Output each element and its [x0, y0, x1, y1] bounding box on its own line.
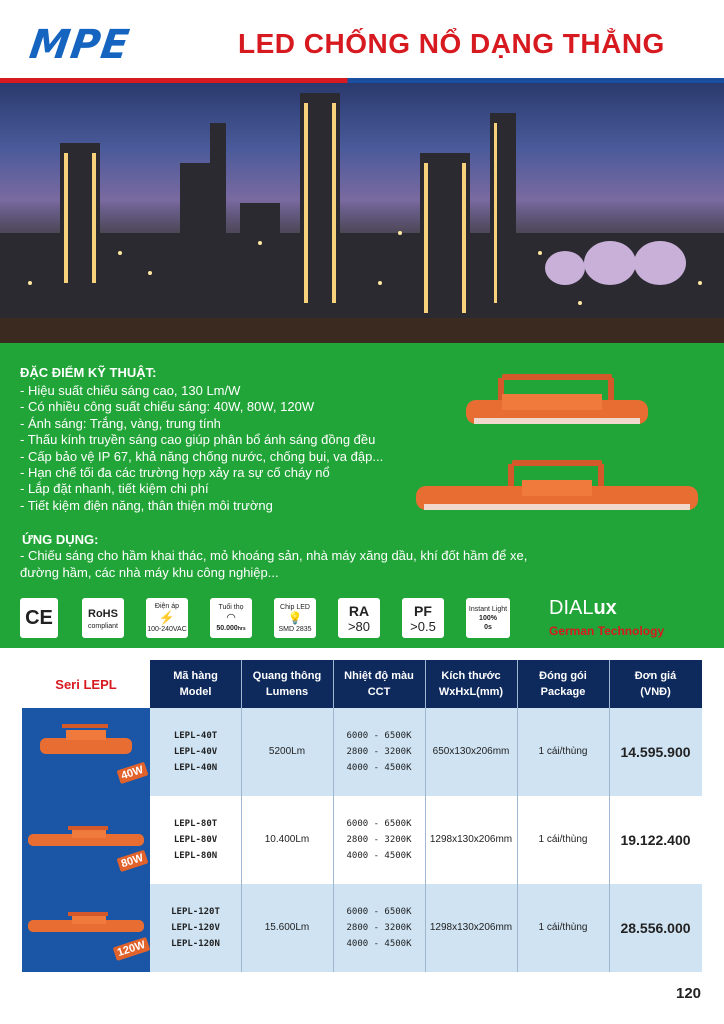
lumens-cell: 10.400Lm: [264, 834, 310, 845]
gauge-icon: ◠: [226, 611, 236, 624]
column-divider: [609, 660, 610, 972]
feature-item: - Cấp bảo vệ IP 67, khả năng chống nước, chống bụi, va đập...: [20, 448, 384, 464]
header-l2: WxHxL(mm): [438, 686, 504, 698]
wattage-tag: 120W: [113, 937, 150, 961]
application-title: ỨNG DỤNG:: [22, 532, 99, 547]
page-title: LED CHỐNG NỔ DẠNG THẲNG: [238, 28, 665, 59]
dialux-text-a: DIAL: [549, 597, 594, 619]
header-model: [150, 660, 241, 708]
application-text: - Chiếu sáng cho hầm khai thác, mỏ khoáng sản, nhà máy xăng dầu, khí đốt hầm để xe, đường hầm, các nhà máy khu công nghiệp...: [20, 548, 528, 580]
product-image-40w: [22, 708, 150, 796]
rohs-sub: compliant: [88, 622, 118, 630]
instant-label: Instant Light: [468, 605, 508, 613]
model-code: LEPL-120T: [171, 907, 220, 917]
chip-label: Chip LED: [280, 603, 310, 611]
ce-badge: [20, 598, 58, 638]
german-technology: German Technology: [549, 624, 665, 638]
brand-logo: MPE: [26, 22, 133, 68]
column-divider: [517, 660, 518, 972]
header-size: [425, 660, 517, 708]
model-code: LEPL-120V: [171, 923, 220, 933]
dialux-logo: [549, 597, 617, 620]
lumens-cell: 5200Lm: [268, 746, 306, 757]
column-divider: [333, 660, 334, 972]
header-l2: Model: [179, 686, 212, 698]
header-l2: Lumens: [265, 686, 309, 698]
cct-value: 4000 - 4500K: [346, 939, 412, 949]
feature-item: - Lắp đặt nhanh, tiết kiệm chi phí: [20, 481, 209, 497]
model-code: LEPL-120N: [171, 939, 220, 949]
lamp-icon: [22, 796, 150, 884]
feature-item: - Thấu kính truyền sáng cao giúp phân bổ ánh sáng đồng đều: [20, 432, 376, 448]
header-l1: Mã hàng: [173, 670, 218, 682]
price-cell: 14.595.900: [620, 744, 691, 760]
series-label: Seri LEPL: [55, 676, 117, 692]
header-l2: Package: [540, 686, 586, 698]
bulb-icon: 💡: [287, 610, 303, 625]
pf-value: >0.5: [410, 618, 436, 634]
model-code: LEPL-80V: [173, 835, 218, 845]
voltage-value: 100-240VAC: [147, 626, 187, 633]
rohs-label: RoHS: [88, 607, 118, 620]
price-cell: 28.556.000: [620, 920, 691, 936]
model-code: LEPL-80N: [173, 851, 218, 861]
feature-item: - Hạn chế tối đa các trường hợp xảy ra sự cố cháy nổ: [20, 465, 330, 481]
ra-label: RA: [348, 602, 370, 619]
dialux-text-b: ux: [593, 597, 617, 619]
pf-label: PF: [414, 602, 432, 619]
product-image-80w: [22, 796, 150, 884]
product-image-120w: [22, 884, 150, 972]
wattage-tag: 80W: [117, 850, 149, 872]
package-cell: 1 cái/thùng: [538, 746, 588, 757]
lamp-icon: [22, 884, 150, 972]
hero-photo-refinery: [0, 83, 724, 343]
model-cell: [150, 796, 241, 884]
header-cct: [333, 660, 425, 708]
header-l1: Nhiệt độ màu: [344, 670, 414, 682]
instant-value: 100%: [479, 614, 497, 622]
rohs-badge: [82, 598, 124, 638]
features-list: [20, 383, 383, 514]
header-l1: Đơn giá: [634, 670, 677, 682]
package-cell: 1 cái/thùng: [538, 922, 588, 933]
cct-cell: [333, 796, 425, 884]
package-cell: 1 cái/thùng: [538, 834, 588, 845]
cct-cell: [333, 708, 425, 796]
lifetime-unit: hrs: [237, 625, 246, 632]
header-l1: Quang thông: [252, 670, 322, 682]
voltage-badge: [146, 598, 188, 638]
instant-light-badge: [466, 598, 510, 638]
price-cell: 19.122.400: [620, 832, 691, 848]
column-divider: [241, 660, 242, 972]
header-l2: CCT: [367, 686, 391, 698]
lamp-image-short: [462, 370, 652, 440]
header-l1: Kích thước: [441, 670, 501, 682]
column-divider: [425, 660, 426, 972]
model-cell: [150, 884, 241, 972]
ce-mark: CE: [25, 607, 53, 629]
feature-item: - Hiệu suất chiếu sáng cao, 130 Lm/W: [20, 383, 241, 398]
chip-value: SMD 2835: [278, 625, 312, 633]
page-number: 120: [676, 985, 702, 1002]
model-code: LEPL-40N: [173, 763, 218, 773]
feature-item: - Có nhiều công suất chiếu sáng: 40W, 80W, 120W: [20, 399, 315, 415]
voltage-label: Điện áp: [154, 603, 180, 610]
features-title: ĐẶC ĐIỂM KỸ THUẬT:: [20, 365, 157, 380]
cct-value: 6000 - 6500K: [346, 731, 412, 741]
lamp-icon: [22, 708, 150, 796]
model-cell: [150, 708, 241, 796]
model-code: LEPL-40T: [173, 731, 218, 741]
ra-badge: [338, 598, 380, 638]
lightning-icon: ⚡: [158, 610, 176, 625]
instant-zero: 0s: [484, 623, 492, 631]
pf-badge: [402, 598, 444, 638]
cct-cell: [333, 884, 425, 972]
header-lumens: [241, 660, 333, 708]
cct-value: 2800 - 3200K: [346, 747, 412, 757]
cct-value: 2800 - 3200K: [346, 835, 412, 845]
feature-item: - Tiết kiệm điện năng, thân thiện môi trường: [20, 497, 273, 513]
cct-value: 4000 - 4500K: [346, 851, 412, 861]
lumens-cell: 15.600Lm: [264, 922, 310, 933]
cct-value: 6000 - 6500K: [346, 819, 412, 829]
model-code: LEPL-80T: [173, 819, 218, 829]
cct-value: 4000 - 4500K: [346, 763, 412, 773]
chip-led-badge: [274, 598, 316, 638]
wattage-tag: 40W: [117, 762, 149, 784]
header-package: [517, 660, 609, 708]
lifetime-value: 50.000: [216, 624, 238, 632]
size-cell: 650x130x206mm: [432, 746, 510, 757]
model-code: LEPL-40V: [173, 747, 218, 757]
size-cell: 1298x130x206mm: [429, 922, 513, 933]
size-cell: 1298x130x206mm: [429, 834, 513, 845]
ra-value: >80: [347, 618, 371, 634]
header-l1: Đóng gói: [539, 670, 587, 682]
cct-value: 2800 - 3200K: [346, 923, 412, 933]
lifetime-badge: [210, 598, 252, 638]
lifetime-label: Tuổi thọ: [218, 603, 244, 611]
feature-item: - Ánh sáng: Trắng, vàng, trung tính: [20, 415, 221, 431]
header-price: [609, 660, 702, 708]
header-l2: (VNĐ): [640, 686, 671, 698]
cct-value: 6000 - 6500K: [346, 907, 412, 917]
lamp-image-long: [412, 456, 702, 526]
page-header: [0, 0, 724, 80]
